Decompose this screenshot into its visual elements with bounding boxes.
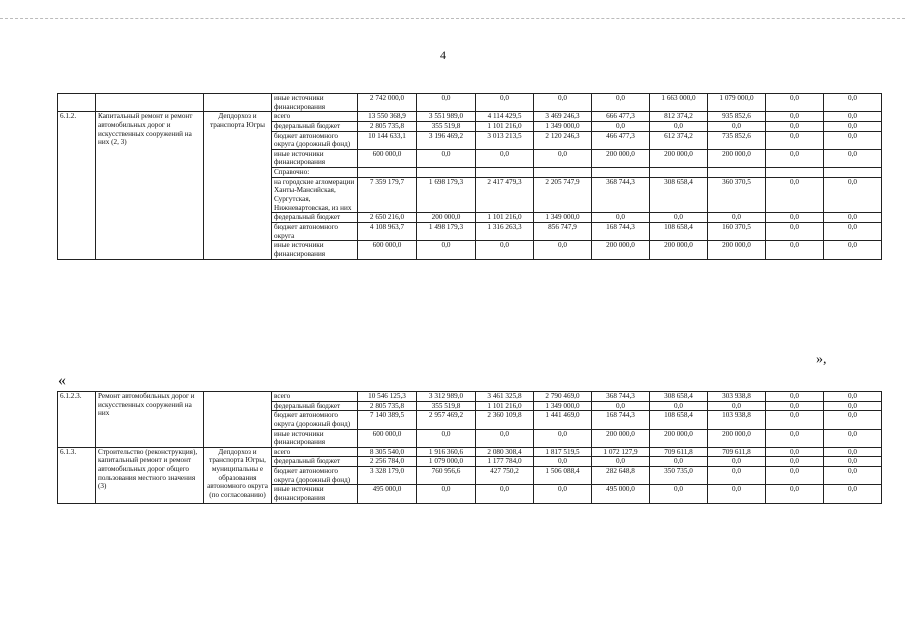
amount-cell: 1 316 263,3 [476,222,534,240]
budget-table-1 [57,93,882,260]
item-executor-cell: Депдорхоз и транспорта Югры, муниципальны е образования автономного округа (по согласованию) [204,447,272,503]
amount-cell [650,168,708,178]
amount-cell: 308 658,4 [650,392,708,402]
amount-cell: 0,0 [417,94,476,112]
amount-cell: 0,0 [534,485,592,503]
amount-cell: 10 546 125,3 [358,392,417,402]
item-code-cell: 6.1.3. [58,447,96,503]
amount-cell: 200 000,0 [650,149,708,167]
funding-source-cell: бюджет автономного округа (дорожный фонд) [272,131,358,149]
amount-cell: 0,0 [766,177,824,213]
amount-cell: 2 256 784,0 [358,457,417,467]
amount-cell [534,168,592,178]
funding-source-cell: иные источники финансирования [272,149,358,167]
funding-source-cell: бюджет автономного округа (дорожный фонд) [272,467,358,485]
amount-cell: 3 312 989,0 [417,392,476,402]
amount-cell: 427 750,2 [476,467,534,485]
funding-source-cell: всего [272,447,358,457]
amount-cell: 0,0 [476,485,534,503]
amount-cell: 4 108 963,7 [358,222,417,240]
amount-cell: 735 852,6 [708,131,766,149]
amount-cell: 0,0 [824,447,882,457]
amount-cell [417,168,476,178]
amount-cell: 0,0 [708,467,766,485]
amount-cell: 8 305 540,0 [358,447,417,457]
funding-source-cell: федеральный бюджет [272,121,358,131]
amount-cell: 108 658,4 [650,222,708,240]
amount-cell: 0,0 [766,485,824,503]
amount-cell: 168 744,3 [592,411,650,429]
amount-cell: 0,0 [824,131,882,149]
amount-cell: 1 498 179,3 [417,222,476,240]
amount-cell: 466 477,3 [592,131,650,149]
amount-cell [592,168,650,178]
amount-cell: 600 000,0 [358,429,417,447]
table-row [58,447,882,457]
amount-cell: 0,0 [824,411,882,429]
amount-cell: 0,0 [766,447,824,457]
scan-top-edge [0,18,905,19]
amount-cell: 0,0 [824,457,882,467]
amount-cell: 0,0 [534,457,592,467]
item-code-cell: 6.1.2. [58,112,96,259]
amount-cell: 0,0 [592,401,650,411]
funding-source-cell: иные источники финансирования [272,429,358,447]
amount-cell: 1 817 519,5 [534,447,592,457]
amount-cell: 1 349 000,0 [534,401,592,411]
amount-cell: 1 663 000,0 [650,94,708,112]
amount-cell: 1 072 127,9 [592,447,650,457]
amount-cell: 0,0 [592,121,650,131]
amount-cell: 160 370,5 [708,222,766,240]
amount-cell: 0,0 [534,429,592,447]
amount-cell: 760 956,6 [417,467,476,485]
amount-cell: 1 079 000,0 [417,457,476,467]
amount-cell: 856 747,9 [534,222,592,240]
amount-cell: 2 120 246,3 [534,131,592,149]
amount-cell: 168 744,3 [592,222,650,240]
amount-cell: 1 079 000,0 [708,94,766,112]
amount-cell: 0,0 [766,429,824,447]
amount-cell: 13 550 368,9 [358,112,417,122]
item-name-cell: Ремонт автомобильных дорог и искусственных сооружений на них [96,392,204,448]
amount-cell: 0,0 [417,429,476,447]
funding-source-cell: иные источники финансирования [272,94,358,112]
amount-cell: 0,0 [592,213,650,223]
item-executor-cell [204,94,272,112]
funding-source-cell: иные источники финансирования [272,241,358,259]
amount-cell: 495 000,0 [358,485,417,503]
amount-cell: 0,0 [766,112,824,122]
amount-cell: 0,0 [476,94,534,112]
amount-cell [358,168,417,178]
table-row [58,392,882,402]
amount-cell: 0,0 [476,241,534,259]
amount-cell: 0,0 [766,392,824,402]
amount-cell: 200 000,0 [708,429,766,447]
opening-quote: « [58,372,66,389]
funding-source-cell: федеральный бюджет [272,457,358,467]
amount-cell: 0,0 [766,467,824,485]
amount-cell: 282 648,8 [592,467,650,485]
table-row [58,94,882,112]
amount-cell: 666 477,3 [592,112,650,122]
amount-cell: 2 957 469,2 [417,411,476,429]
funding-source-cell: всего [272,392,358,402]
amount-cell: 2 360 109,8 [476,411,534,429]
funding-source-cell: федеральный бюджет [272,213,358,223]
funding-source-cell: бюджет автономного округа [272,222,358,240]
amount-cell: 350 735,0 [650,467,708,485]
amount-cell: 3 461 325,8 [476,392,534,402]
amount-cell: 0,0 [592,94,650,112]
funding-source-cell: Справочно: [272,168,358,178]
amount-cell: 0,0 [766,213,824,223]
funding-source-cell: всего [272,112,358,122]
budget-table-2 [57,391,882,504]
amount-cell: 200 000,0 [650,429,708,447]
amount-cell: 200 000,0 [708,241,766,259]
amount-cell: 0,0 [824,177,882,213]
amount-cell: 200 000,0 [708,149,766,167]
amount-cell: 935 852,6 [708,112,766,122]
amount-cell: 2 805 735,8 [358,121,417,131]
amount-cell: 0,0 [824,485,882,503]
amount-cell: 0,0 [650,121,708,131]
amount-cell: 2 742 000,0 [358,94,417,112]
amount-cell: 0,0 [766,241,824,259]
amount-cell: 0,0 [766,457,824,467]
amount-cell: 0,0 [766,411,824,429]
amount-cell: 355 519,8 [417,121,476,131]
amount-cell [766,168,824,178]
amount-cell: 0,0 [766,121,824,131]
funding-source-cell: бюджет автономного округа (дорожный фонд) [272,411,358,429]
amount-cell: 0,0 [708,213,766,223]
amount-cell: 0,0 [650,401,708,411]
funding-source-cell: иные источники финансирования [272,485,358,503]
amount-cell: 600 000,0 [358,149,417,167]
item-code-cell: 6.1.2.3. [58,392,96,448]
amount-cell: 600 000,0 [358,241,417,259]
amount-cell: 0,0 [534,149,592,167]
amount-cell: 709 611,8 [708,447,766,457]
amount-cell: 0,0 [824,392,882,402]
amount-cell: 0,0 [766,131,824,149]
amount-cell: 1 349 000,0 [534,121,592,131]
page-number: 4 [440,48,446,62]
amount-cell: 0,0 [534,94,592,112]
amount-cell: 1 177 784,0 [476,457,534,467]
amount-cell: 0,0 [534,241,592,259]
amount-cell: 1 101 216,0 [476,121,534,131]
amount-cell: 7 359 179,7 [358,177,417,213]
amount-cell: 1 349 000,0 [534,213,592,223]
amount-cell: 360 370,5 [708,177,766,213]
amount-cell: 1 101 216,0 [476,401,534,411]
amount-cell [824,168,882,178]
item-name-cell [96,94,204,112]
amount-cell: 2 080 308,4 [476,447,534,457]
amount-cell: 0,0 [766,149,824,167]
amount-cell: 368 744,3 [592,392,650,402]
amount-cell: 0,0 [476,429,534,447]
amount-cell: 3 469 246,3 [534,112,592,122]
closing-quote: », [816,352,827,367]
table-row [58,112,882,122]
amount-cell [708,168,766,178]
funding-source-cell: федеральный бюджет [272,401,358,411]
amount-cell: 3 328 179,0 [358,467,417,485]
amount-cell: 3 551 989,0 [417,112,476,122]
amount-cell: 2 805 735,8 [358,401,417,411]
amount-cell: 0,0 [766,222,824,240]
amount-cell: 0,0 [824,121,882,131]
item-executor-cell [204,392,272,448]
amount-cell: 308 658,4 [650,177,708,213]
amount-cell: 0,0 [708,457,766,467]
amount-cell: 200 000,0 [592,429,650,447]
amount-cell: 200 000,0 [592,241,650,259]
amount-cell: 10 144 633,1 [358,131,417,149]
amount-cell: 2 417 479,3 [476,177,534,213]
item-name-cell: Строительство (реконструкция), капитальный ремонт и ремонт автомобильных дорог общего пользования местного значения (3) [96,447,204,503]
item-executor-cell: Депдорхоз и транспорта Югры [204,112,272,259]
amount-cell: 495 000,0 [592,485,650,503]
amount-cell: 108 658,4 [650,411,708,429]
funding-source-cell: на городские агломерации Ханты-Мансийская, Сургутская, Нижневартовская, из них [272,177,358,213]
amount-cell: 812 374,2 [650,112,708,122]
amount-cell: 2 790 469,0 [534,392,592,402]
amount-cell: 0,0 [766,94,824,112]
amount-cell: 2 650 216,0 [358,213,417,223]
amount-cell: 0,0 [766,401,824,411]
amount-cell: 0,0 [824,429,882,447]
amount-cell: 368 744,3 [592,177,650,213]
amount-cell: 0,0 [824,149,882,167]
amount-cell: 355 519,8 [417,401,476,411]
amount-cell: 0,0 [708,401,766,411]
amount-cell: 0,0 [708,121,766,131]
amount-cell: 0,0 [824,222,882,240]
amount-cell: 1 101 216,0 [476,213,534,223]
amount-cell: 0,0 [592,457,650,467]
amount-cell: 0,0 [824,94,882,112]
amount-cell: 200 000,0 [417,213,476,223]
amount-cell: 0,0 [650,457,708,467]
amount-cell: 7 140 389,5 [358,411,417,429]
amount-cell: 1 441 469,0 [534,411,592,429]
amount-cell [476,168,534,178]
amount-cell: 0,0 [824,213,882,223]
amount-cell: 0,0 [650,213,708,223]
amount-cell: 0,0 [824,467,882,485]
amount-cell: 2 205 747,9 [534,177,592,213]
amount-cell: 0,0 [824,112,882,122]
amount-cell: 3 196 469,2 [417,131,476,149]
amount-cell: 200 000,0 [650,241,708,259]
amount-cell: 612 374,2 [650,131,708,149]
amount-cell: 303 938,8 [708,392,766,402]
amount-cell: 1 916 360,6 [417,447,476,457]
item-name-cell: Капитальный ремонт и ремонт автомобильных дорог и искусственных сооружений на них (2, 3) [96,112,204,259]
item-code-cell [58,94,96,112]
amount-cell: 103 938,8 [708,411,766,429]
amount-cell: 0,0 [824,241,882,259]
amount-cell: 0,0 [476,149,534,167]
amount-cell: 0,0 [417,485,476,503]
amount-cell: 1 506 088,4 [534,467,592,485]
amount-cell: 0,0 [708,485,766,503]
amount-cell: 4 114 429,5 [476,112,534,122]
amount-cell: 200 000,0 [592,149,650,167]
amount-cell: 0,0 [650,485,708,503]
amount-cell: 1 698 179,3 [417,177,476,213]
amount-cell: 0,0 [417,241,476,259]
amount-cell: 0,0 [824,401,882,411]
amount-cell: 3 013 213,5 [476,131,534,149]
amount-cell: 0,0 [417,149,476,167]
amount-cell: 709 611,8 [650,447,708,457]
